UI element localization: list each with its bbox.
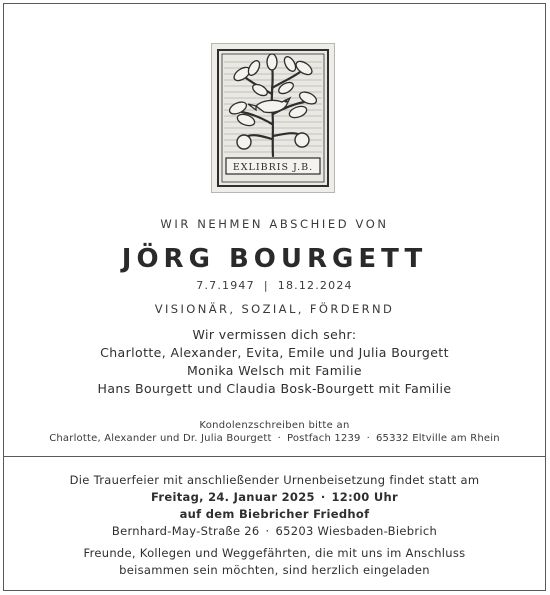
ceremony-block [3,472,546,540]
address-separator: · [366,433,370,444]
bird-tree-illustration [212,44,334,192]
address-separator: · [277,433,281,444]
condolence-postbox: Postfach 1239 [286,433,361,444]
birth-date: 7.7.1947 [196,279,255,292]
ceremony-time: 12:00 Uhr [331,490,398,504]
ceremony-datetime [3,489,546,506]
invitation-line: beisammen sein möchten, sind herzlich eingeladen [119,563,430,577]
ceremony-date: Freitag, 24. Januar 2025 [150,490,315,504]
mourners-heading: Wir vermissen dich sehr: [192,327,357,342]
ceremony-intro: Die Trauerfeier mit anschließender Urnenbeisetzung findet statt am [69,473,480,487]
address-separator: · [265,524,270,538]
condolence-city: 65332 Eltville am Rhein [376,433,500,444]
life-dates [3,279,546,292]
condolence-recipient: Charlotte, Alexander und Dr. Julia Bourgett [49,433,272,444]
datetime-separator: · [320,490,326,504]
mourner-line: Hans Bourgett und Claudia Bosk-Bourgett mit Familie [97,381,452,396]
intro-line: WIR NEHMEN ABSCHIED VON [160,217,389,231]
invitation-line: Freunde, Kollegen und Weggefährten, die mit uns im Anschluss [83,546,466,560]
date-separator: | [263,279,269,292]
invitation-block [3,545,546,579]
condolence-address [3,433,546,444]
ceremony-place: auf dem Biebricher Friedhof [179,507,370,521]
exlibris-label: EXLIBRIS J.B. [232,162,314,173]
death-date: 18.12.2024 [277,279,353,292]
ceremony-city: 65203 Wiesbaden-Biebrich [275,524,438,538]
deceased-name: JÖRG BOURGETT [121,244,428,274]
section-divider [3,456,546,457]
ceremony-street: Bernhard-May-Straße 26 [111,524,260,538]
motto-line: VISIONÄR, SOZIAL, FÖRDERND [154,302,395,316]
ceremony-address [3,523,546,540]
mourners-block [3,326,546,398]
mourner-line: Charlotte, Alexander, Evita, Emile und Julia Bourgett [100,345,449,360]
mourner-line: Monika Welsch mit Familie [186,363,363,378]
exlibris-bookplate [211,43,335,193]
condolence-title: Kondolenzschreiben bitte an [199,420,350,431]
